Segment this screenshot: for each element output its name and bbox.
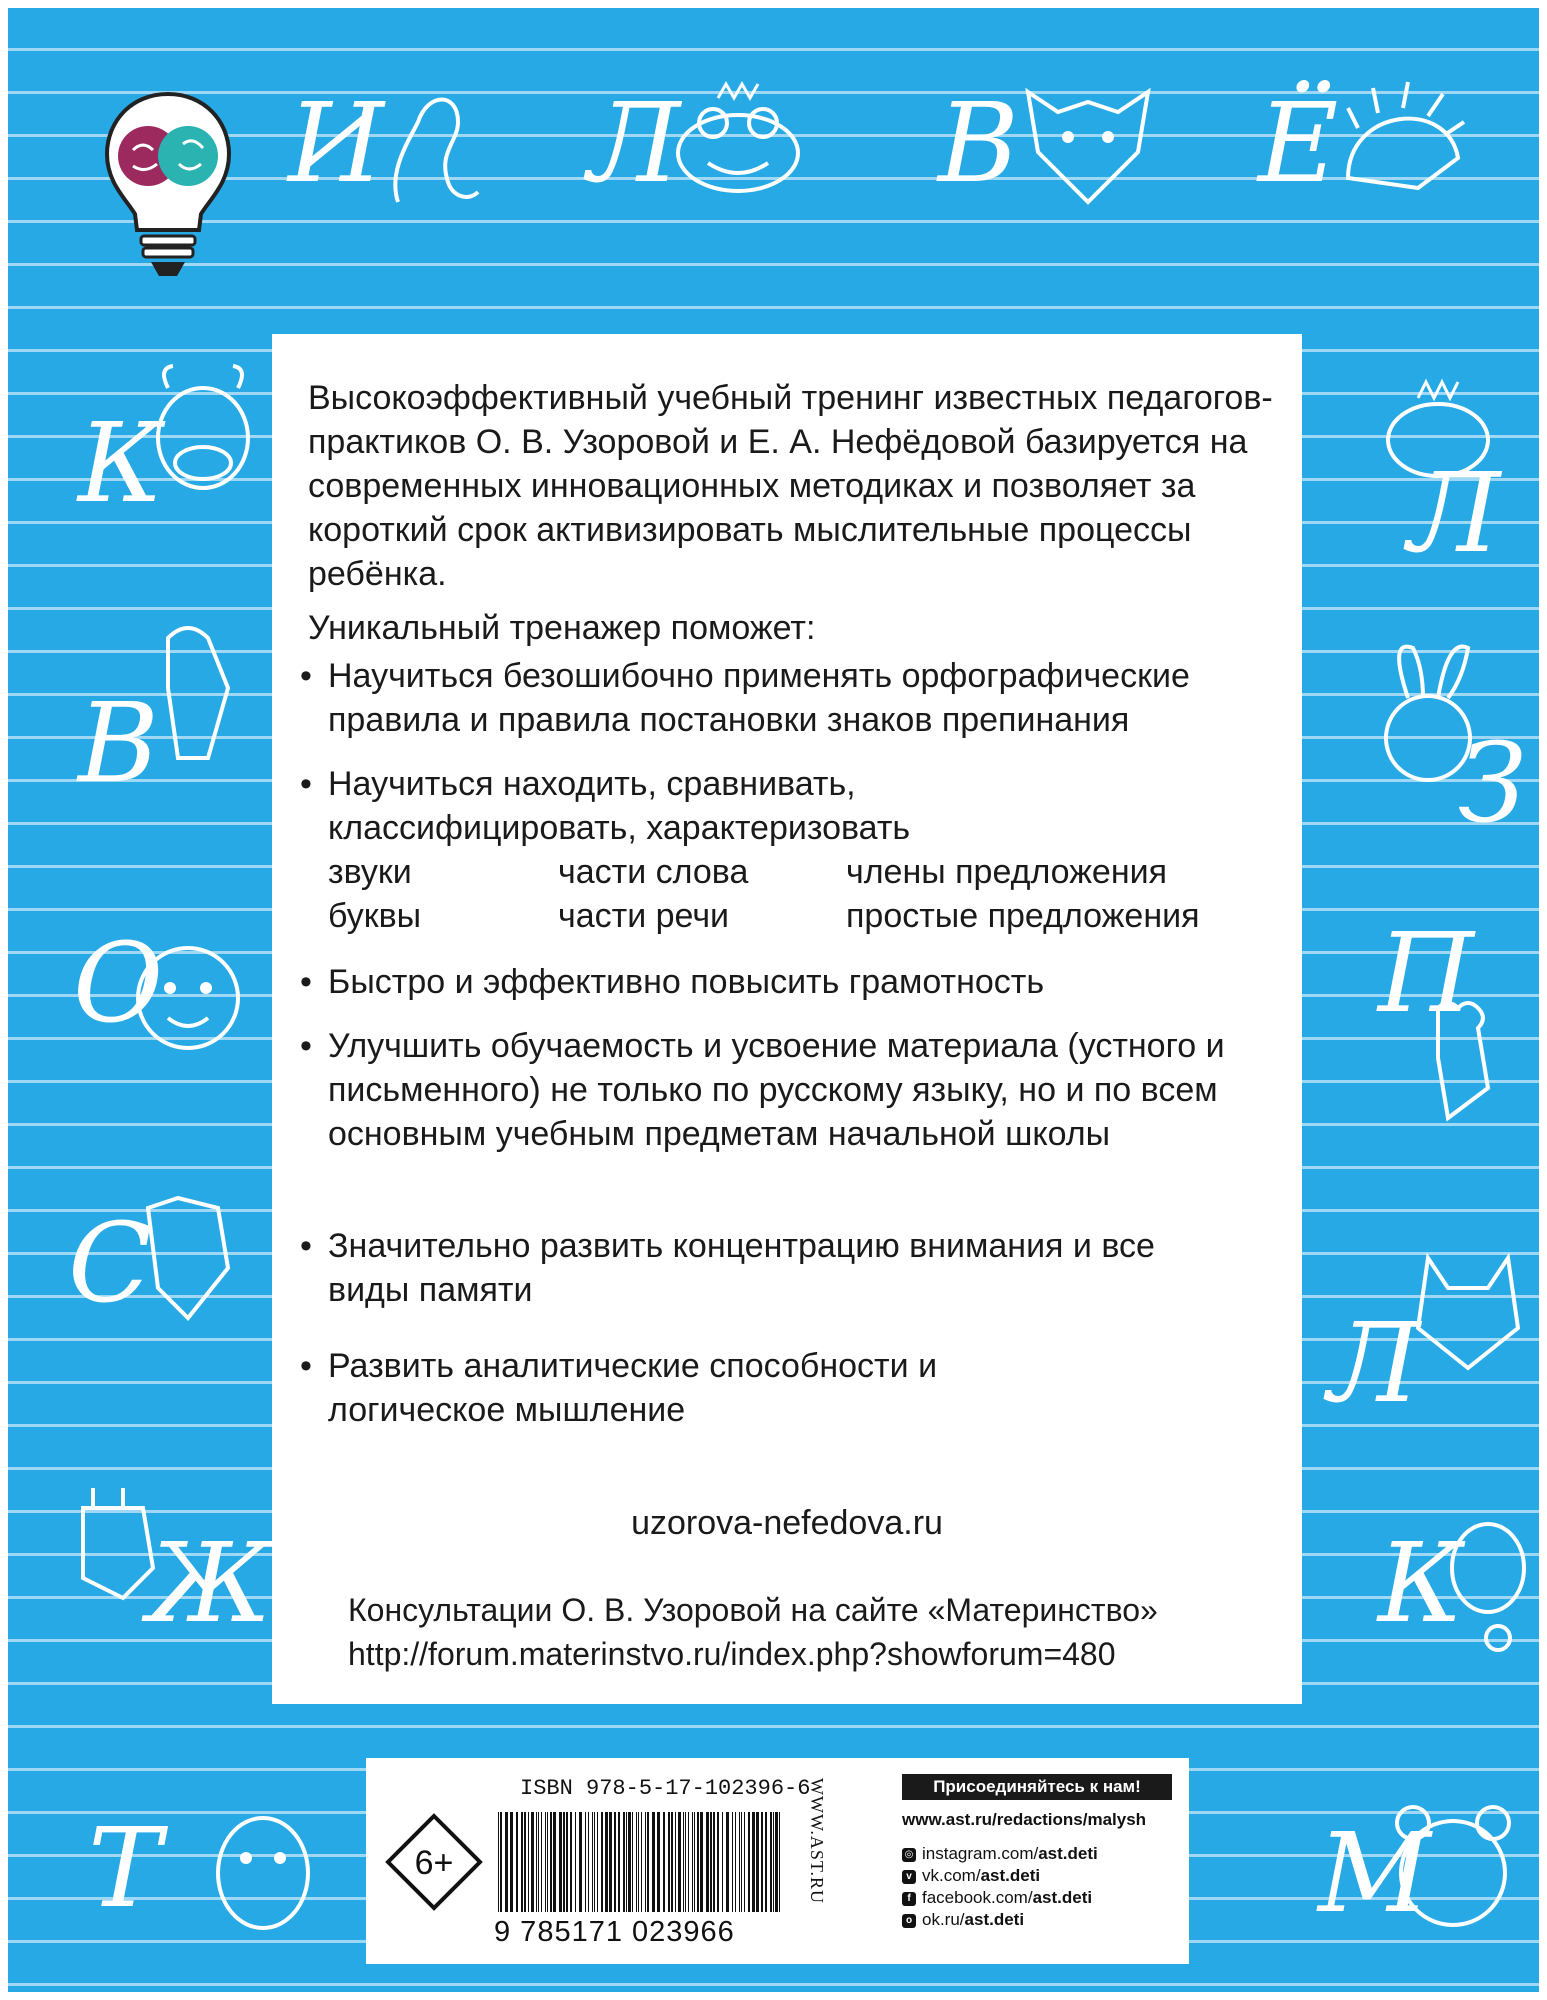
barcode-bar: [668, 1812, 670, 1912]
barcode-bar: [647, 1812, 649, 1912]
intro-paragraph: Высокоэффективный учебный тренинг известных педагогов-практиков О. В. Узоровой и Е. А. Нефёдовой базируется на современных инновационных методиках и позволяет за короткий срок активизировать мыслительные процессы ребёнка.: [308, 379, 1273, 593]
barcode-bar: [675, 1812, 676, 1912]
rooster-doodle-icon: [1408, 998, 1518, 1128]
bear-doodle-icon: [1388, 1798, 1518, 1938]
hedgehog-doodle-icon: [1328, 68, 1468, 208]
barcode-bar: [516, 1812, 518, 1912]
barcode-bar: [528, 1812, 529, 1912]
barcode-bar: [505, 1812, 508, 1912]
barcode-bar: [531, 1812, 534, 1912]
right-letter-2: З: [1458, 719, 1527, 847]
forum-link[interactable]: http://forum.materinstvo.ru/index.php?showforum=480: [348, 1636, 1116, 1672]
barcode-bar: [563, 1812, 565, 1912]
top-letter-4: Ё: [1258, 79, 1339, 207]
barcode-bar: [498, 1812, 499, 1912]
left-letter-4: С: [68, 1199, 153, 1327]
barcode-bar: [741, 1812, 742, 1912]
barcode-bar: [632, 1812, 633, 1912]
grid-cell: буквы: [328, 897, 422, 935]
right-letter-3: П: [1378, 909, 1474, 1037]
grid-cell: простые предложения: [846, 897, 1200, 935]
age-rating: 6+: [414, 1844, 454, 1882]
barcode-bar: [748, 1812, 750, 1912]
barcode-bar: [773, 1812, 774, 1912]
barcode-bar: [601, 1812, 603, 1912]
barcode-bar: [645, 1812, 646, 1912]
barcode-bar: [636, 1812, 637, 1912]
publisher-info-box: [366, 1758, 1189, 1964]
wolf-doodle-icon: [1018, 72, 1158, 212]
lead-line: Уникальный тренажер поможет:: [308, 609, 816, 647]
barcode-bar: [657, 1812, 660, 1912]
monkey-doodle-icon: [128, 938, 248, 1058]
barcode-bar: [732, 1812, 733, 1912]
top-letter-3: В: [938, 79, 1019, 207]
barcode-bar: [722, 1812, 723, 1912]
left-letter-3: О: [73, 919, 164, 1047]
barcode-bar: [566, 1812, 568, 1912]
right-letter-6: М: [1318, 1809, 1431, 1937]
barcode-bar: [575, 1812, 576, 1912]
barcode-bar: [688, 1812, 689, 1912]
barcode-bar: [570, 1812, 572, 1912]
right-letter-5: К: [1378, 1519, 1464, 1647]
barcode-bar: [726, 1812, 729, 1912]
social-instagram[interactable]: ◎ instagram.com/ast.deti: [902, 1844, 1182, 1864]
redaction-link[interactable]: www.ast.ru/redactions/malysh: [902, 1810, 1147, 1829]
barcode-bar: [697, 1812, 699, 1912]
barcode-bar: [585, 1812, 586, 1912]
bullet-dot: •: [300, 657, 312, 695]
barcode-bar: [605, 1812, 608, 1912]
website-link[interactable]: uzorova-nefedova.ru: [631, 1504, 943, 1542]
barcode-bar: [553, 1812, 556, 1912]
top-letter-2: Л: [588, 79, 680, 207]
barcode-bar: [744, 1812, 745, 1912]
barcode-bar: [739, 1812, 740, 1912]
barcode-bar: [524, 1812, 526, 1912]
age-rating-diamond-icon: [384, 1812, 484, 1912]
left-letter-1: К: [78, 399, 164, 527]
barcode-bar: [550, 1812, 552, 1912]
barcode-bar: [628, 1812, 631, 1912]
left-letter-6: Т: [88, 1804, 162, 1932]
barcode-bar: [652, 1812, 655, 1912]
barcode-bar: [775, 1812, 778, 1912]
barcode-bar: [538, 1812, 539, 1912]
barcode-bar: [618, 1812, 620, 1912]
join-us-banner: Присоединяйтесь к нам!: [902, 1774, 1172, 1800]
right-letter-4: Л: [1328, 1299, 1420, 1427]
barcode-bar: [597, 1812, 598, 1912]
barcode-bar: [609, 1812, 612, 1912]
consultation-block: [348, 1588, 1158, 1676]
barcode-bar: [779, 1812, 780, 1912]
facebook-icon: f: [902, 1892, 916, 1906]
barcode-bar: [761, 1812, 763, 1912]
social-facebook[interactable]: f facebook.com/ast.deti: [902, 1888, 1182, 1908]
barcode-bar: [588, 1812, 589, 1912]
top-letter-1: И: [288, 79, 384, 207]
barcode-bar: [592, 1812, 593, 1912]
grid-cell: части слова: [558, 853, 749, 891]
barcode-digits: 9 785171 023966: [494, 1916, 735, 1948]
left-letter-5: Ж: [148, 1519, 272, 1647]
barcode-bar: [706, 1812, 709, 1912]
ok-icon: o: [902, 1914, 916, 1928]
barcode-bar: [685, 1812, 686, 1912]
vk-icon: v: [902, 1870, 916, 1884]
bullet-dot: •: [300, 1027, 312, 1065]
barcode-bar: [713, 1812, 715, 1912]
barcode-bar: [770, 1812, 772, 1912]
barcode-bar: [545, 1812, 546, 1912]
instagram-icon: ◎: [902, 1848, 916, 1862]
barcode-bar: [663, 1812, 665, 1912]
dog-doodle-icon: [128, 1178, 248, 1328]
barcode-bar: [623, 1812, 625, 1912]
barcode-bar: [638, 1812, 639, 1912]
publisher-url-vertical: WWW.AST.RU: [807, 1778, 827, 1904]
frog-doodle-icon: [668, 78, 808, 198]
bullet-dot: •: [300, 765, 312, 803]
barcode-bar: [500, 1812, 502, 1912]
bullet-dot: •: [300, 963, 312, 1001]
barcode-bar: [614, 1812, 616, 1912]
back-cover: [8, 8, 1539, 1992]
barcode-bar: [536, 1812, 537, 1912]
social-vk[interactable]: v vk.com/ast.deti: [902, 1866, 1182, 1886]
barcode-bar: [700, 1812, 703, 1912]
barcode-bar: [717, 1812, 719, 1912]
barcode-bar: [626, 1812, 627, 1912]
goat-doodle-icon: [148, 618, 268, 768]
barcode-bar: [521, 1812, 523, 1912]
description-panel: Высокоэффективный учебный тренинг известных педагогов-практиков О. В. Узоровой и Е. А. Нефёдовой базируется на современных инновационных методиках и позволяет за короткий срок активизировать мыслительные процессы ребёнка. Уникальный тренажер поможет: • Научиться безошибочно применять орфографические правила и правила постановки знаков препинания • Научиться находить, сравнивать, классифицировать, характеризовать звуки буквы части слова части речи члены предложения простые предложения • Быстро и эффективно повысить грамотность • Улучшить обучаемость и усвоение материала (устного и письменного) не только по русскому языку, но и по всем основным учебным предметам начальной школы • Значительно развить концентрацию внимания и все виды памяти • Развить аналитические способности и логическое мышление uzorova-nefedova.ru Консультации О. В. Узоровой на сайте «Материнство» http://forum.materinstvo.ru/index.php?showforum=480: [272, 334, 1302, 1704]
grid-cell: звуки: [328, 853, 412, 891]
barcode-bar: [765, 1812, 767, 1912]
barcode-bar: [559, 1812, 562, 1912]
barcode-bar: [547, 1812, 548, 1912]
barcode-bar: [671, 1812, 673, 1912]
barcode-bar: [710, 1812, 712, 1912]
isbn-text: ISBN 978-5-17-102396-6: [520, 1776, 811, 1801]
barcode: [494, 1812, 784, 1912]
tiger-doodle-icon: [208, 1808, 318, 1938]
grid-cell: части речи: [558, 897, 730, 935]
barcode-bar: [594, 1812, 595, 1912]
left-letter-2: В: [78, 679, 159, 807]
bullet-dot: •: [300, 1347, 312, 1385]
barcode-bar: [683, 1812, 684, 1912]
right-letter-1: Л: [1408, 449, 1500, 577]
barcode-bar: [678, 1812, 681, 1912]
barcode-bar: [510, 1812, 513, 1912]
cow-doodle-icon: [138, 358, 268, 508]
barcode-bar: [641, 1812, 642, 1912]
lightbulb-brain-logo-icon: [103, 90, 233, 280]
barcode-bar: [692, 1812, 693, 1912]
barcode-bar: [694, 1812, 695, 1912]
social-ok[interactable]: o ok.ru/ast.deti: [902, 1910, 1182, 1930]
consultation-text: Консультации О. В. Узоровой на сайте «Материнство»: [348, 1592, 1158, 1628]
bullet-dot: •: [300, 1227, 312, 1265]
grid-cell: члены предложения: [846, 853, 1168, 891]
cat-doodle-icon: [1408, 1248, 1528, 1378]
barcode-bar: [756, 1812, 759, 1912]
barcode-bar: [579, 1812, 582, 1912]
barcode-bar: [735, 1812, 736, 1912]
swan-doodle-icon: [378, 82, 488, 212]
cow-flower-doodle-icon: [1438, 1508, 1538, 1658]
barcode-bar: [752, 1812, 755, 1912]
barcode-bar: [541, 1812, 542, 1912]
